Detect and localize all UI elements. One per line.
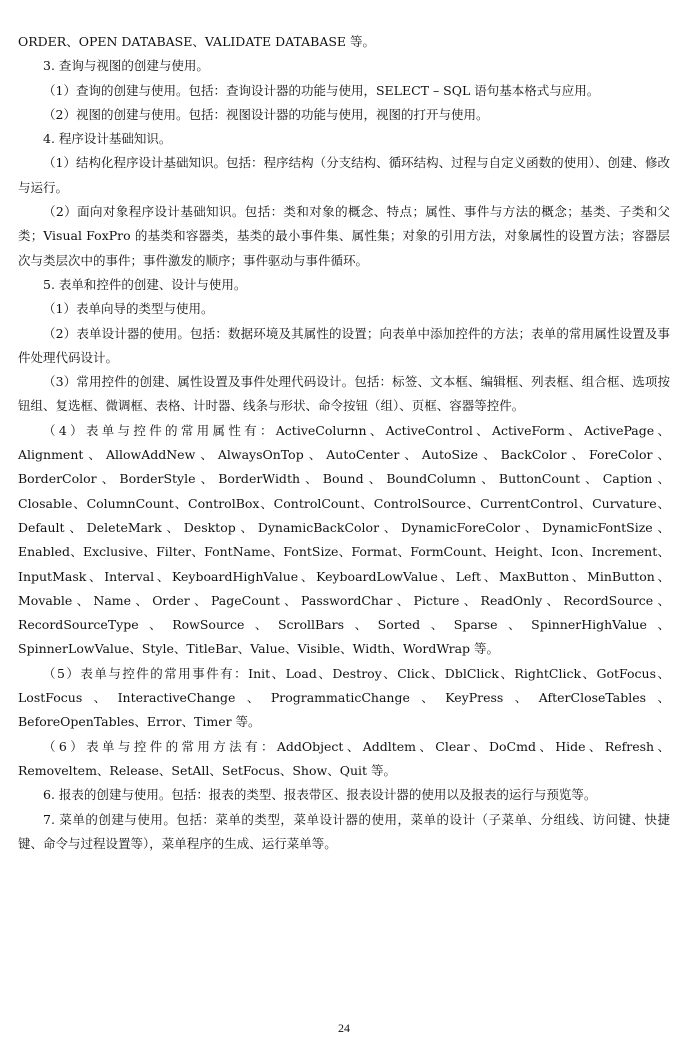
paragraph: （1）结构化程序设计基础知识。包括：程序结构（分支结构、循环结构、过程与自定义函数的使用）、创建、修改与运行。: [18, 155, 670, 195]
page-number: 24: [338, 1021, 350, 1035]
section-heading: 4. 程序设计基础知识。: [43, 131, 172, 147]
paragraph: （6）表单与控件的常用方法有：AddObject、Addltem、Clear、DoCmd、Hide、Refresh、Removeltem、Release、SetAll、SetFocus、Show、Quit 等。: [18, 738, 670, 778]
paragraph: ORDER、OPEN DATABASE、VALIDATE DATABASE 等。: [18, 34, 376, 49]
paragraph: （1）查询的创建与使用。包括：查询设计器的功能与使用，SELECT – SQL 语句基本格式与应用。: [43, 82, 600, 98]
paragraph: （3）常用控件的创建、属性设置及事件处理代码设计。包括：标签、文本框、编辑框、列表框、组合框、选项按钮组、复选框、微调框、表格、计时器、线条与形状、命令按钮（组）、页框、容器等控件。: [18, 374, 670, 414]
paragraph: （5）表单与控件的常用事件有：Init、Load、Destroy、Click、DblClick、RightClick、GotFocus、LostFocus、InteractiveChange、ProgrammaticChange、KeyPress、AfterCloseTables、BeforeOpenTables、Error、Timer 等。: [18, 665, 670, 730]
section-heading: 3. 查询与视图的创建与使用。: [43, 58, 209, 74]
section-heading: 5. 表单和控件的创建、设计与使用。: [43, 276, 247, 292]
section-heading: 7. 菜单的创建与使用。包括：菜单的类型，菜单设计器的使用，菜单的设计（子菜单、分组线、访问键、快捷键、命令与过程设置等），菜单程序的生成、运行菜单等。: [18, 811, 670, 851]
paragraph: （1）表单向导的类型与使用。: [43, 301, 214, 317]
section-heading: 6. 报表的创建与使用。包括：报表的类型、报表带区、报表设计器的使用以及报表的运行与预览等。: [43, 787, 597, 803]
paragraph: （2）表单设计器的使用。包括：数据环境及其属性的设置；向表单中添加控件的方法；表单的常用属性设置及事件处理代码设计。: [18, 325, 670, 365]
paragraph: （4）表单与控件的常用属性有：ActiveColurnn、ActiveControl、ActiveForm、ActivePage、Alignment、AllowAddNew、AlwaysOnTop、AutoCenter、AutoSize、BackColor、ForeColor、BorderColor、BorderStyle、BorderWidth、Bound、BoundColumn、ButtonCount、Caption、Closable、ColumnCount、ControlBox、ControlCount、ControlSource、CurrentControl、Curvature、Default、DeleteMark、Desktop、DynamicBackColor、DynamicForeColor、DynamicFontSize、Enabled、Exclusive、Filter、FontName、FontSize、Format、FormCount、Height、Icon、Increment、InputMask、Interval、KeyboardHighValue、KeyboardLowValue、Left、MaxButton、MinButton、Movable、Name、Order、PageCount、PasswordChar、Picture、ReadOnly、RecordSource、RecordSourceType、RowSource、ScrollBars、Sorted、Sparse、SpinnerHighValue、SpinnerLowValue、Style、TitleBar、Value、Visible、Width、WordWrap 等。: [18, 422, 670, 657]
paragraph: （2）视图的创建与使用。包括：视图设计器的功能与使用，视图的打开与使用。: [43, 106, 489, 122]
paragraph: （2）面向对象程序设计基础知识。包括：类和对象的概念、特点；属性、事件与方法的概念；基类、子类和父类；Visual FoxPro 的基类和容器类，基类的最小事件集、属性集；对象的引用方法，对象属性的设置方法；容器层次与类层次中的事件；事件激发的顺序；事件驱动与事件循环。: [18, 204, 670, 268]
